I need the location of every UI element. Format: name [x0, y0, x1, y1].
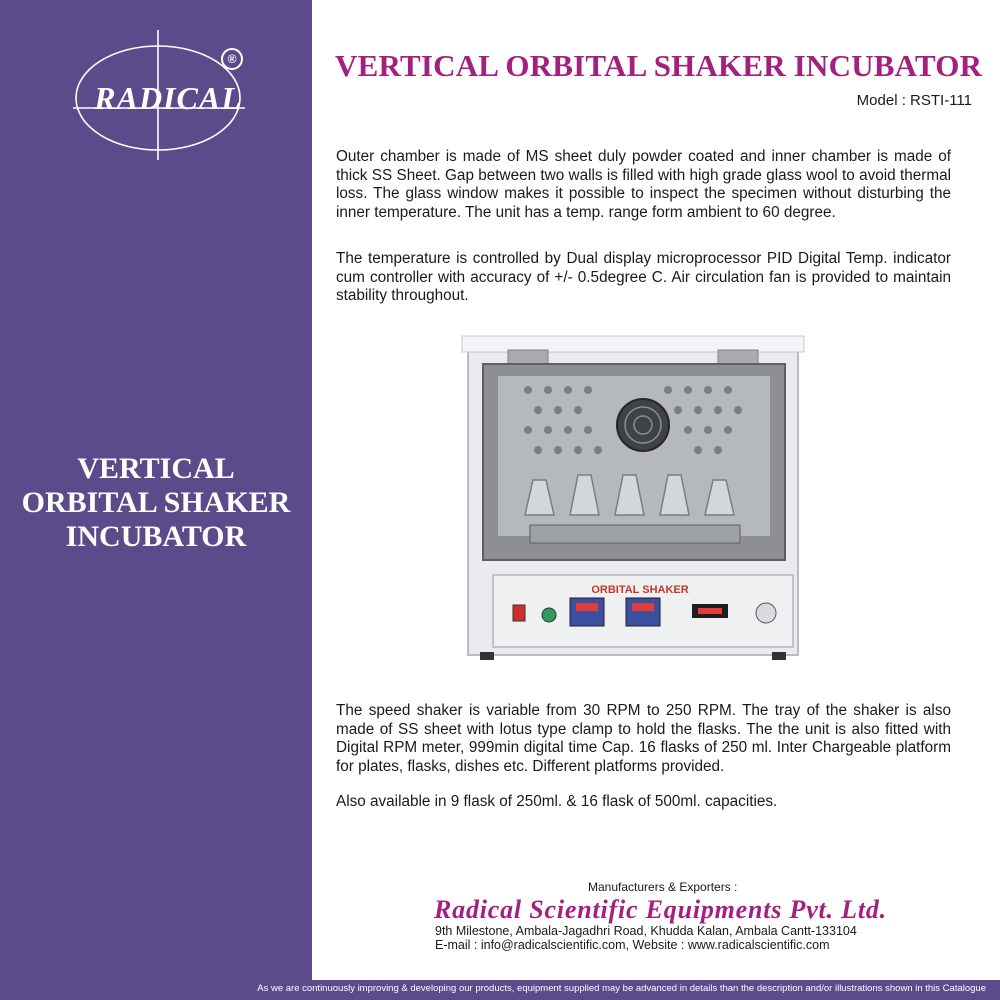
model-number: Model : RSTI-111: [856, 92, 972, 109]
registered-mark: ®: [221, 48, 243, 70]
disclaimer-text: As we are continuously improving & developing our products, equipment supplied may be advanced in details than the description and/or illustrations shown in this Catalogue: [257, 983, 986, 994]
sidebar: [0, 0, 312, 980]
manufacturers-label: Manufacturers & Exporters :: [588, 880, 738, 894]
sidebar-title-line: VERTICAL: [77, 452, 235, 485]
page-title: VERTICAL ORBITAL SHAKER INCUBATOR: [335, 48, 983, 83]
description-paragraph: Outer chamber is made of MS sheet duly powder coated and inner chamber is made of thick SS Sheet. Gap between two walls is filled with high grade glass wool to avoid thermal loss. The glass window makes it possible to inspect the specimen without disturbing the inner temperature. The unit has a temp. range form ambient to 60 degree.: [336, 148, 951, 221]
description-paragraph: The speed shaker is variable from 30 RPM to 250 RPM. The tray of the shaker is also made of SS sheet with lotus type clamp to hold the flasks. The the unit is also fitted with Digital RPM meter, 999min digital time Cap. 16 flasks of 250 ml. Inter Chargeable platform for plates, flasks, dishes etc. Different platforms provided.: [336, 702, 951, 775]
capacity-note: Also available in 9 flask of 250ml. & 16 flask of 500ml. capacities.: [336, 793, 778, 810]
footer-bar: [0, 980, 1000, 1000]
address-line: 9th Milestone, Ambala-Jagadhri Road, Khudda Kalan, Ambala Cantt-133104: [435, 924, 857, 938]
product-image: [458, 330, 808, 670]
company-name: Radical Scientific Equipments Pvt. Ltd.: [434, 895, 887, 924]
panel-label: ORBITAL SHAKER: [591, 584, 689, 596]
brand-logo: [55, 30, 285, 160]
company-address: [435, 925, 857, 952]
description-paragraph: The temperature is controlled by Dual display microprocessor PID Digital Temp. indicator cum controller with accuracy of +/- 0.5degree C. Air circulation fan is provided to maintain stability throughout.: [336, 250, 951, 305]
contact-line: E-mail : info@radicalscientific.com, Website : www.radicalscientific.com: [435, 937, 830, 952]
logo-text: RADICAL: [94, 80, 242, 116]
sidebar-title-line: ORBITAL SHAKER: [21, 486, 291, 519]
sidebar-title-line: INCUBATOR: [65, 520, 247, 553]
sidebar-title: [0, 452, 312, 554]
